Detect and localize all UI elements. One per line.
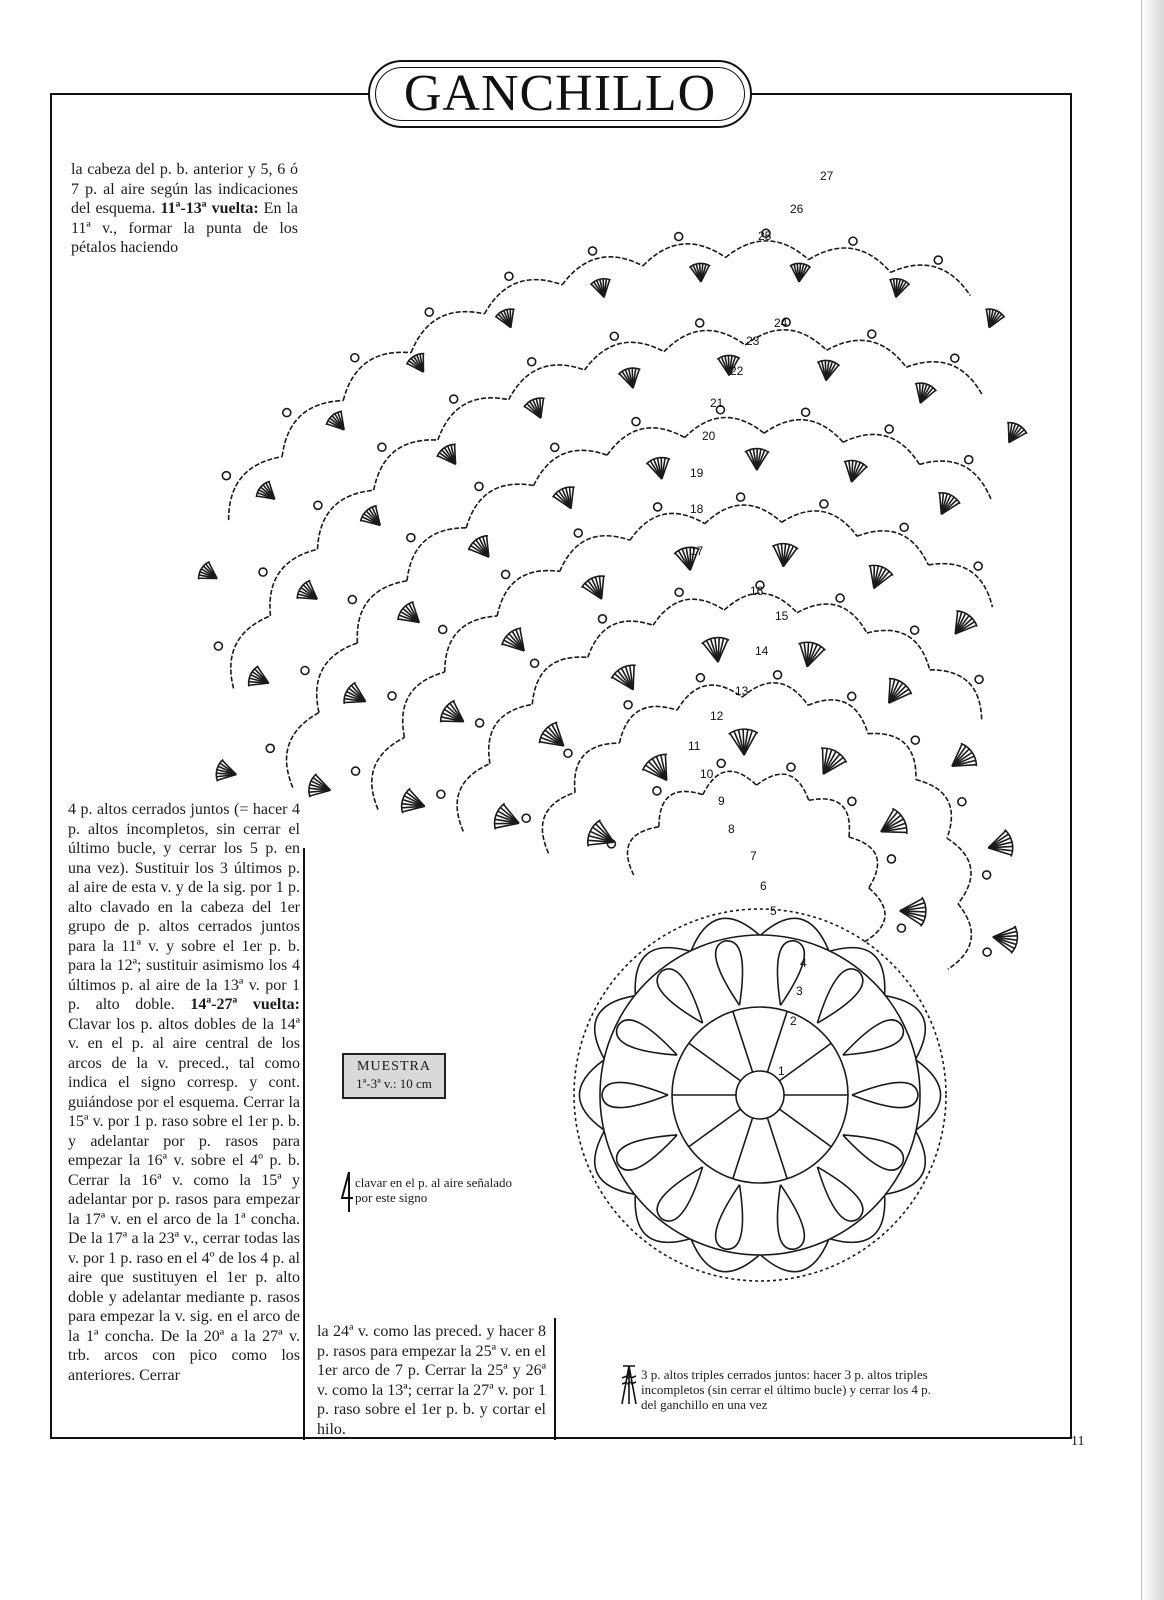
instr-top-2: En la 11ª v., formar la punta de los pétalos haciendo (71, 200, 298, 256)
round-label: 21 (710, 396, 724, 410)
round-label: 15 (775, 609, 789, 623)
column-rule-mid (554, 1318, 556, 1440)
chain-arcs (214, 229, 992, 969)
instructions-left (68, 800, 300, 1385)
legend-triple-text: 3 p. altos triples cerrados juntos: hacer 3 p. altos triples incompletos (sin cerrar el último bucle) y cerrar los 4 p. del ganchillo en una vez (641, 1367, 931, 1412)
round-label: 6 (760, 879, 767, 893)
round-label: 18 (690, 502, 704, 516)
instructions-top (71, 160, 298, 258)
round-label: 25 (758, 229, 772, 243)
fan-shells (199, 263, 1027, 953)
outer-petals (579, 918, 940, 1271)
column-rule-left (303, 848, 305, 1440)
round-label: 3 (796, 984, 803, 998)
instr-left-2: Clavar los p. altos dobles de la 14ª v. en el p. al aire central de los arcos de la v. preced., tal como indica el signo corresp. y cont. guiándose por el esquema. Cerrar la 15ª v. por 1 p. raso sobre el 1er p. b. y adelantar por p. rasos para empezar la 16ª v. sobre el 4º p. b. Cerrar la 16ª v. como la 15ª y adelantar por p. rasos para empezar la 17ª v. en el arco de la 1ª concha. De la 17ª a la 23ª v., cerrar todas las v. por 1 p. raso en el 4º de los 4 p. al aire que sustituyen el 1er p. alto doble y adelantar mediante p. rasos para empezar la v. sig. en el arco de la 1ª concha. De la 20ª a la 27ª v. trb. arcos con pico como los anteriores. Cerrar (68, 1015, 300, 1384)
instr-left-heading: 14ª-27ª vuelta: (190, 996, 300, 1013)
round-label: 17 (690, 544, 704, 558)
round-label: 2 (790, 1014, 797, 1028)
page-edge (1141, 0, 1164, 1600)
round-label: 20 (702, 429, 716, 443)
instr-top-heading: 11ª-13ª vuelta: (160, 200, 259, 217)
triple-cluster-icon (620, 1364, 638, 1408)
gauge-box (342, 1053, 446, 1099)
round-label: 5 (770, 904, 777, 918)
anchor-symbol-icon (340, 1170, 354, 1214)
round-label: 7 (750, 849, 757, 863)
page-number: 11 (1071, 1434, 1085, 1449)
round-label: 10 (700, 767, 714, 781)
legend-anchor-text: clavar en el p. al aire señalado por este signo (355, 1175, 512, 1205)
round-label: 22 (730, 364, 744, 378)
instr-left-1: 4 p. altos cerrados juntos (= hacer 4 p. altos incompletos, sin cerrar el último bucle, y cerrar los 5 p. en una vez). Sustituir los 3 últimos p. al aire de esta v. y de la sig. por 1 p. alto clavado en la cabeza del 1er grupo de p. altos cerrados juntos para la 11ª v. y sobre el 1er p. b. para la 12ª; sustituir asimismo los 4 últimos p. al aire de la 13ª v. por 1 p. alto doble. (68, 801, 300, 1013)
instructions-bottom (317, 1322, 546, 1439)
round-label: 23 (746, 334, 760, 348)
gauge-label: MUESTRA (357, 1059, 431, 1074)
crochet-chart-diagram (190, 145, 1040, 1375)
round-label: 26 (790, 202, 804, 216)
section-title-badge (368, 60, 752, 128)
round-label: 8 (728, 822, 735, 836)
section-title: GANCHILLO (403, 65, 717, 122)
round-label: 9 (718, 794, 725, 808)
center-spokes (672, 1011, 848, 1178)
round-label: 27 (820, 169, 834, 183)
round-label: 13 (735, 684, 749, 698)
round-label: 12 (710, 709, 724, 723)
round-label: 1 (778, 1064, 785, 1078)
round-label: 19 (690, 466, 704, 480)
instr-top-1: la cabeza del p. b. anterior y 5, 6 ó 7 p. al aire según las indicaciones del esquema. (71, 161, 298, 217)
round-label: 24 (774, 316, 788, 330)
round-label: 14 (755, 644, 769, 658)
instr-bottom: la 24ª v. como las preced. y hacer 8 p. rasos para empezar la 25ª v. en el 1er arco de 7 p. Cerrar la 25ª y 26ª v. como la 13ª; cerrar la 27ª v. por 1 p. raso sobre el 1er p. b. y cortar el hilo. (317, 1323, 546, 1438)
round-label: 16 (750, 584, 764, 598)
round-label: 11 (688, 739, 701, 753)
gauge-value: 1ª-3ª v.: 10 cm (356, 1076, 432, 1091)
round-label: 4 (800, 956, 807, 970)
